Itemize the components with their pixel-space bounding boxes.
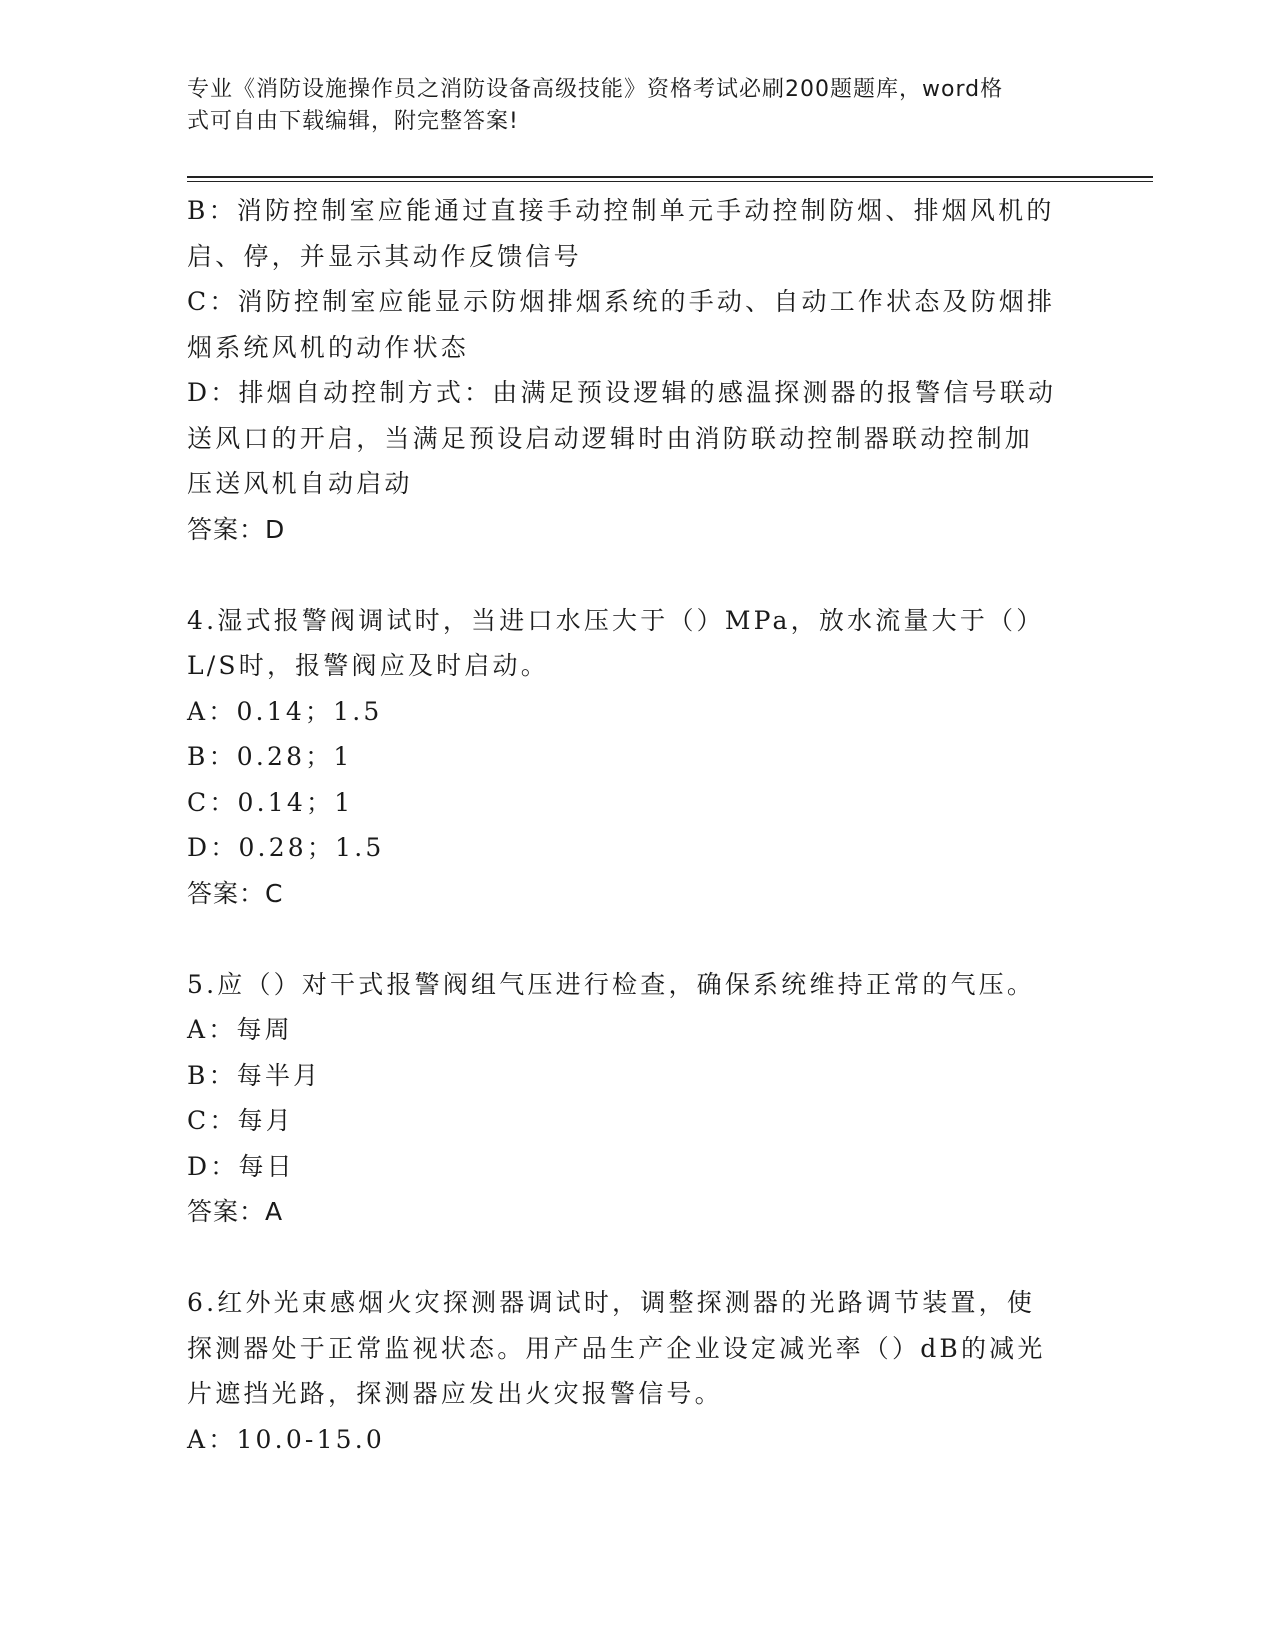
header-line-2: 式可自由下载编辑，附完整答案! bbox=[187, 109, 519, 134]
spacer bbox=[187, 1235, 1067, 1281]
q6-stem-line-2: 探测器处于正常监视状态。用产品生产企业设定减光率（）dB的减光 bbox=[187, 1333, 1046, 1363]
q3-option-d-line-2: 送风口的开启，当满足预设启动逻辑时由消防联动控制器联动控制加 bbox=[187, 423, 1034, 453]
question-5 bbox=[187, 962, 1067, 1235]
spacer bbox=[187, 916, 1067, 962]
q3-answer: 答案：D bbox=[187, 514, 286, 544]
header-divider-thin bbox=[187, 181, 1153, 182]
q4-answer: 答案：C bbox=[187, 878, 284, 908]
q5-option-c: C：每月 bbox=[187, 1106, 294, 1135]
q3-option-d-line-3: 压送风机自动启动 bbox=[187, 469, 413, 498]
spacer bbox=[187, 552, 1067, 598]
q3-option-b-line-1: B：消防控制室应能通过直接手动控制单元手动控制防烟、排烟风机的 bbox=[187, 196, 1055, 225]
q4-option-b: B：0.28；1 bbox=[187, 742, 353, 771]
q5-option-d: D：每日 bbox=[187, 1151, 295, 1181]
q4-option-c: C：0.14；1 bbox=[187, 787, 354, 817]
q6-stem-line-3: 片遮挡光路，探测器应发出火灾报警信号。 bbox=[187, 1379, 723, 1408]
q4-option-a: A：0.14；1.5 bbox=[187, 696, 383, 726]
q4-option-d: D：0.28；1.5 bbox=[187, 833, 385, 862]
q3-option-c-line-1: C：消防控制室应能显示防烟排烟系统的手动、自动工作状态及防烟排 bbox=[187, 287, 1056, 316]
question-list bbox=[187, 188, 1067, 1462]
q6-option-a: A：10.0-15.0 bbox=[187, 1424, 386, 1454]
header-divider-thick bbox=[187, 176, 1153, 178]
question-4 bbox=[187, 598, 1067, 917]
q5-stem-line-1: 5.应（）对干式报警阀组气压进行检查，确保系统维持正常的气压。 bbox=[187, 969, 1036, 999]
q3-option-d-line-1: D：排烟自动控制方式：由满足预设逻辑的感温探测器的报警信号联动 bbox=[187, 378, 1057, 407]
q6-stem-line-1: 6.红外光束感烟火灾探测器调试时，调整探测器的光路调节装置，使 bbox=[187, 1288, 1036, 1317]
question-3 bbox=[187, 188, 1067, 552]
q4-stem-line-2: L/S时，报警阀应及时启动。 bbox=[187, 651, 549, 680]
q4-stem-line-1: 4.湿式报警阀调试时，当进口水压大于（）MPa，放水流量大于（） bbox=[187, 605, 1045, 635]
q5-answer: 答案：A bbox=[187, 1197, 284, 1226]
q5-option-a: A：每周 bbox=[187, 1015, 293, 1044]
q3-option-b-line-2: 启、停，并显示其动作反馈信号 bbox=[187, 241, 582, 271]
q5-option-b: B：每半月 bbox=[187, 1060, 322, 1090]
question-6 bbox=[187, 1280, 1067, 1462]
document-header bbox=[187, 74, 1067, 138]
q3-option-c-line-2: 烟系统风机的动作状态 bbox=[187, 332, 470, 362]
header-line-1: 专业《消防设施操作员之消防设备高级技能》资格考试必刷200题题库，word格 bbox=[187, 77, 1004, 102]
